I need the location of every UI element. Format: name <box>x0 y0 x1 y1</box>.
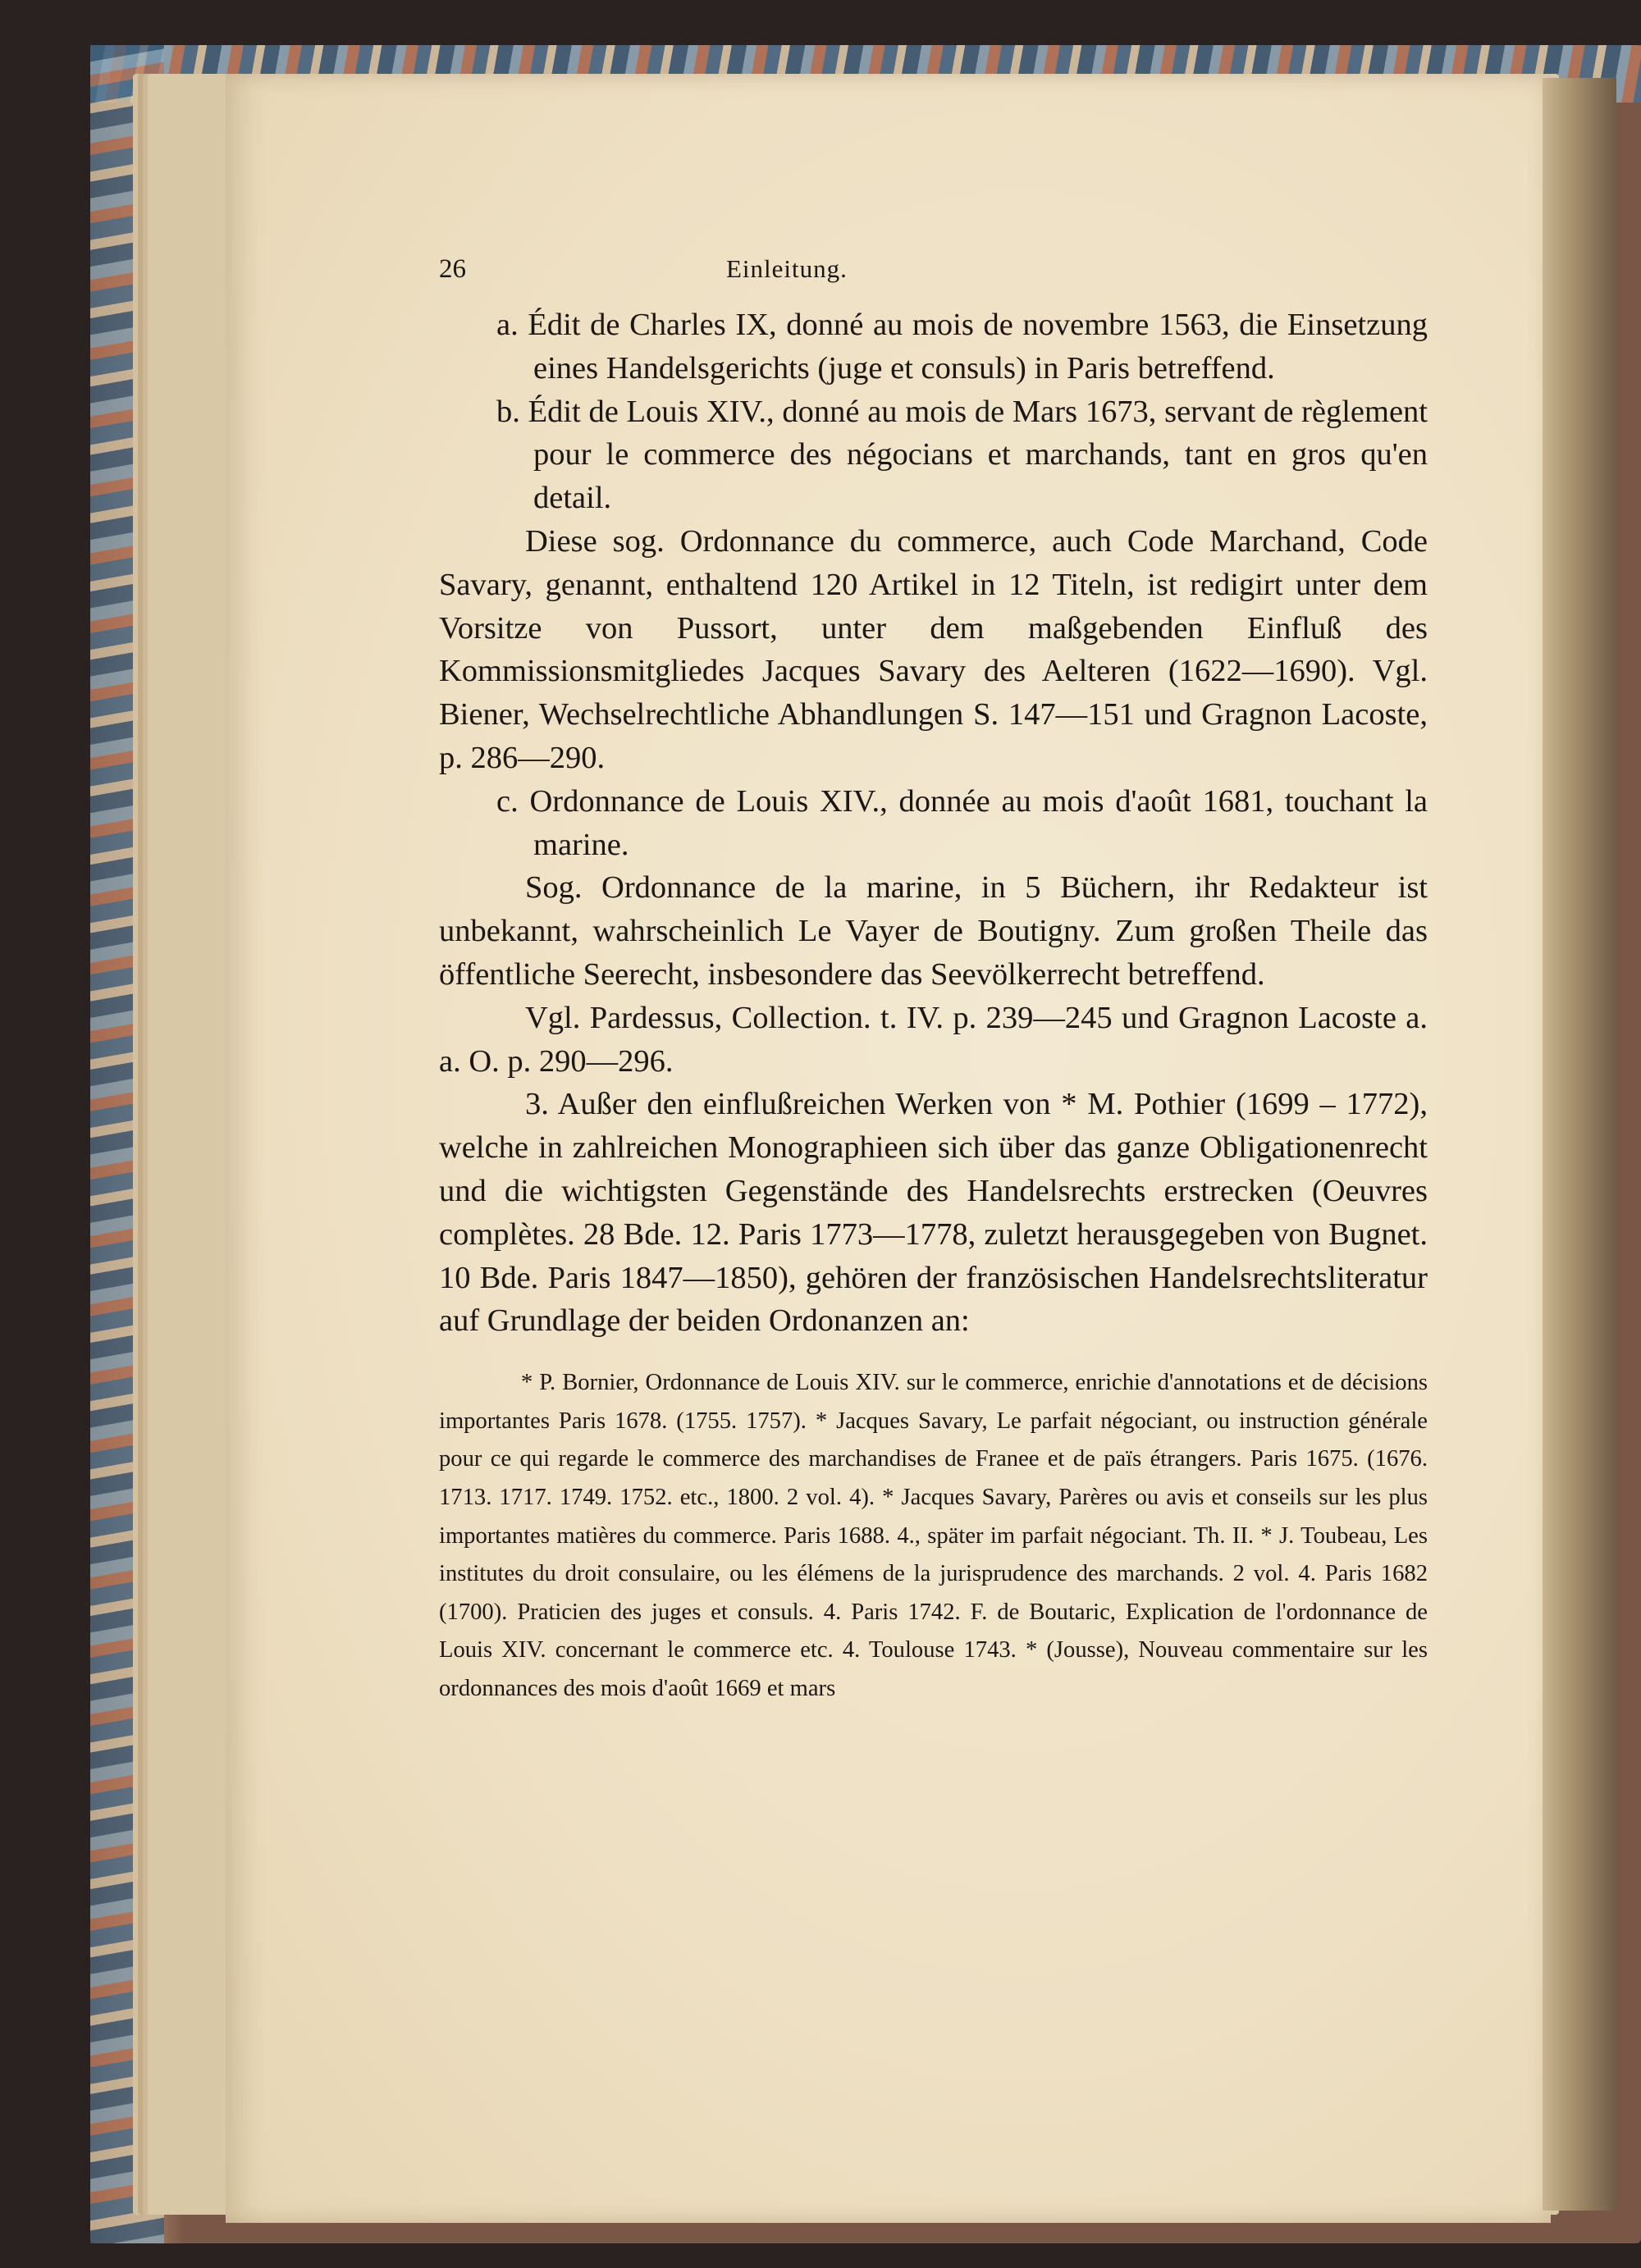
paragraph: Diese sog. Ordonnance du commerce, auch Code Marchand, Code Savary, genannt, enthaltend 120 Artikel in 12 Titeln, ist redigirt unter dem Vorsitze von Pussort, unter dem maßgebenden Einfluß des Kommissionsmitgliedes Jacques Savary des Aelteren (1622—1690). Vgl. Biener, Wechselrechtliche Abhandlungen S. 147—151 und Gragnon Lacoste, p. 286—290. <box>439 523 1428 775</box>
paragraph: 3. Außer den einflußreichen Werken von * M. Pothier (1699 – 1772), welche in zahlreichen Monographieen sich über das ganze Obligationenrecht und die wichtigsten Gegenstände des Handelsrechts erstrecken (Oeuvres complètes. 28 Bde. 12. Paris 1773—1778, zuletzt herausgegeben von Bugnet. 10 Bde. Paris 1847—1850), gehören der französischen Handelsrechtsliteratur auf Grundlage der beiden Ordonanzen an: <box>439 1087 1428 1339</box>
page-number: 26 <box>439 254 466 284</box>
page-gutter <box>1543 78 1616 2211</box>
paragraph: Vgl. Pardessus, Collection. t. IV. p. 239—245 und Gragnon Lacoste a. a. O. p. 290—296. <box>439 1000 1428 1079</box>
list-item: b. Édit de Louis XIV., donné au mois de Mars 1673, servant de règlement pour le commerce des négocians et marchands, tant en gros qu'en detail. <box>496 394 1428 516</box>
footnote: * P. Bornier, Ordonnance de Louis XIV. sur le commerce, enrichie d'annotations et de décisions importantes Paris 1678. (1755. 1757). * Jacques Savary, Le parfait négociant, ou instruction générale pour ce qui regarde le commerce des marchandises de Franee et de païs étrangers. Paris 1675. (1676. 1713. 1717. 1749. 1752. etc., 1800. 2 vol. 4). * Jacques Savary, Parères ou avis et conseils sur les plus importantes matières du commerce. Paris 1688. 4., später im parfait négociant. Th. II. * J. Toubeau, Les institutes du droit consulaire, ou les élémens de la jurisprudence des marchands. 2 vol. 4. Paris 1682 (1700). Praticien des juges et consuls. 4. Paris 1742. F. de Boutaric, Explication de l'ordonnance de Louis XIV. concernant le commerce etc. 4. Toulouse 1743. * (Jousse), Nouveau commentaire sur les ordonnances des mois d'août 1669 et mars <box>439 1370 1428 1701</box>
list-item: c. Ordonnance de Louis XIV., donnée au mois d'août 1681, touchant la marine. <box>496 783 1428 862</box>
footnote-block <box>439 1364 1428 1708</box>
list-item: a. Édit de Charles IX, donné au mois de novembre 1563, die Einsetzung eines Handelsgerichts (juge et consuls) in Paris betreffend. <box>496 308 1428 386</box>
paragraph: Sog. Ordonnance de la marine, in 5 Büchern, ihr Redakteur ist unbekannt, wahrscheinlich Le Vayer de Boutigny. Zum großen Theile das öffentliche Seerecht, insbesondere das Seevölkerrecht betreffend. <box>439 870 1428 992</box>
running-header <box>439 254 1428 303</box>
page-content <box>439 254 1428 1708</box>
running-title: Einleitung. <box>726 254 848 283</box>
main-text <box>439 303 1428 1343</box>
